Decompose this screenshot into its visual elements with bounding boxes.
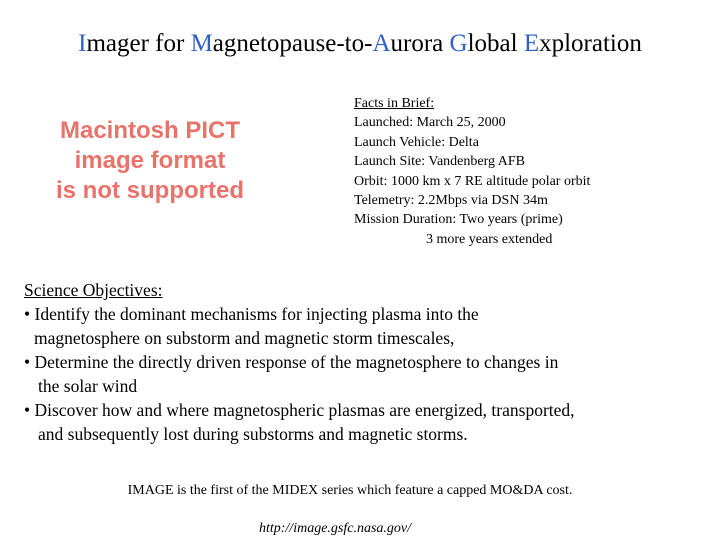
fact-item: Mission Duration: Two years (prime) xyxy=(354,212,563,228)
title-text: lobal xyxy=(467,30,524,57)
title-initial: M xyxy=(190,30,213,57)
objective-line: magnetosphere on substorm and magnetic storm timescales, xyxy=(34,328,455,348)
midex-note: IMAGE is the first of the MIDEX series which feature a capped MO&DA cost. xyxy=(127,483,573,498)
title-text: agnetopause-to- xyxy=(212,30,373,57)
placeholder-line: is not supported xyxy=(56,177,244,204)
title-initial: G xyxy=(449,30,468,57)
unsupported-image-placeholder xyxy=(30,116,270,206)
placeholder-line: image format xyxy=(74,147,226,174)
fact-item: Launched: March 25, 2000 xyxy=(354,115,506,131)
title-text: urora xyxy=(390,30,450,57)
science-heading: Science Objectives: xyxy=(24,280,163,300)
objective-line: • Discover how and where magnetospheric plasmas are energized, transported, xyxy=(24,400,575,420)
objective-line: the solar wind xyxy=(38,376,138,396)
fact-item: Telemetry: 2.2Mbps via DSN 34m xyxy=(354,193,548,209)
fact-item: Orbit: 1000 km x 7 RE altitude polar orbit xyxy=(354,173,591,189)
title-initial: I xyxy=(78,30,87,57)
placeholder-line: Macintosh PICT xyxy=(59,117,240,144)
facts-heading: Facts in Brief: xyxy=(354,96,435,111)
title-initial: A xyxy=(372,30,391,57)
fact-item: Launch Vehicle: Delta xyxy=(354,134,479,150)
science-objectives xyxy=(24,278,575,446)
title-text: xploration xyxy=(539,30,642,57)
slide-title xyxy=(0,30,720,58)
title-initial: E xyxy=(523,30,540,57)
fact-item: Launch Site: Vandenberg AFB xyxy=(354,154,525,170)
objective-line: • Identify the dominant mechanisms for injecting plasma into the xyxy=(24,304,479,324)
website-link[interactable]: http://image.gsfc.nasa.gov/ xyxy=(258,521,412,536)
title-text: mager for xyxy=(86,30,191,57)
fact-item: 3 more years extended xyxy=(426,231,553,247)
objective-line: • Determine the directly driven response of the magnetosphere to changes in xyxy=(24,352,559,372)
objective-line: and subsequently lost during substorms and magnetic storms. xyxy=(38,424,468,444)
facts-in-brief xyxy=(354,94,590,249)
